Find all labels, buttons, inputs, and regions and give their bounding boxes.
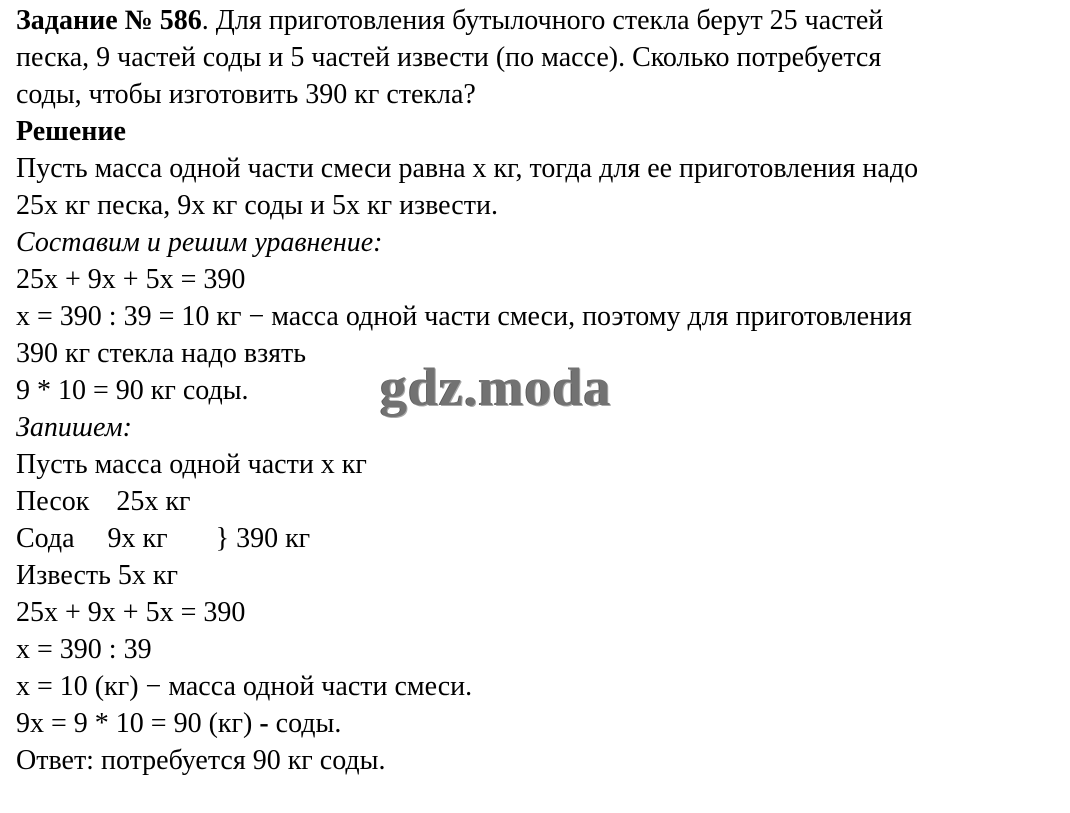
soda-value: 9х кг: [107, 523, 168, 554]
task-text-1: . Для приготовления бутылочного стекла берут 25 частей: [201, 5, 884, 36]
solution-heading: Решение: [16, 116, 126, 147]
sand-value: 25х кг: [116, 486, 191, 517]
record-step-2: х = 390 : 39: [16, 634, 152, 665]
final-step-end: соды.: [268, 708, 342, 739]
answer-line: Ответ: потребуется 90 кг соды.: [16, 745, 386, 776]
equation-line-1: 25х + 9х + 5х = 390: [16, 264, 246, 295]
brace-total: } 390 кг: [215, 523, 311, 554]
record-step-1: 25х + 9х + 5х = 390: [16, 597, 246, 628]
soda-label: Сода: [16, 523, 75, 554]
solution-line-1: Пусть масса одной части смеси равна х кг, тогда для ее приготовления надо: [16, 153, 919, 184]
record-final-step: [16, 705, 1062, 742]
solution-line-2: 25х кг песка, 9х кг соды и 5х кг извести.: [16, 190, 498, 221]
record-heading: Запишем:: [16, 412, 132, 443]
equation-line-4: 9 * 10 = 90 кг соды.: [16, 375, 249, 406]
record-step-3: х = 10 (кг) − масса одной части смеси.: [16, 671, 473, 702]
record-lime-row: Известь 5х кг: [16, 560, 178, 591]
equation-heading: Составим и решим уравнение:: [16, 227, 383, 258]
record-sand-row: [16, 483, 1062, 520]
equation-line-3: 390 кг стекла надо взять: [16, 338, 307, 369]
task-line-2: песка, 9 частей соды и 5 частей извести (по массе). Сколько потребуется: [16, 42, 882, 73]
watermark-logo: gdz.moda: [380, 357, 612, 417]
equation-line-2: х = 390 : 39 = 10 кг − масса одной части смеси, поэтому для приготовления: [16, 301, 912, 332]
task-title: Задание № 586: [16, 5, 202, 36]
record-soda-row: [16, 520, 1062, 557]
task-line-1: [16, 2, 1062, 39]
final-step-dash: -: [259, 708, 269, 739]
sand-label: Песок: [16, 486, 90, 517]
record-intro: Пусть масса одной части х кг: [16, 449, 367, 480]
task-line-3: соды, чтобы изготовить 390 кг стекла?: [16, 79, 476, 110]
final-step-text: 9х = 9 * 10 = 90 (кг): [16, 708, 260, 739]
